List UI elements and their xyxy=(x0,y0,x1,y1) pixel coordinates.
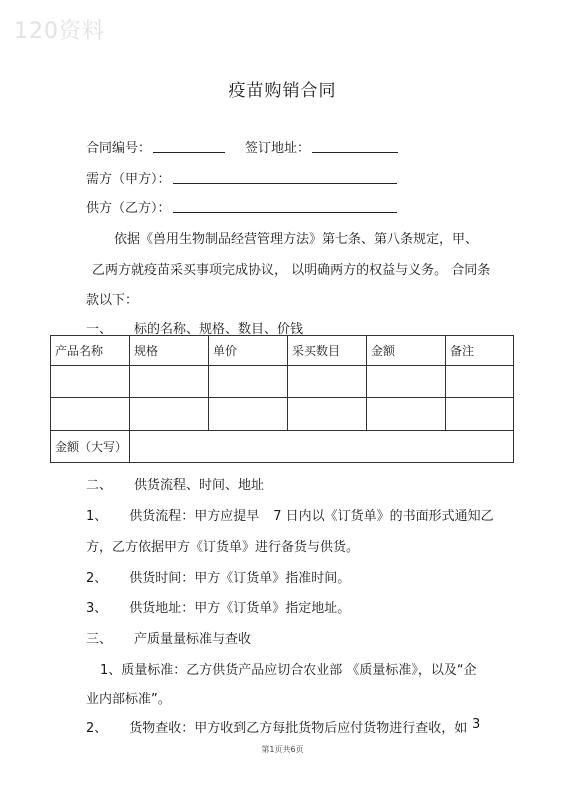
table-cell[interactable] xyxy=(51,365,130,398)
section-3-number: 三、 xyxy=(86,632,113,647)
intro-line-3: 款以下： xyxy=(86,293,139,308)
table-header-row xyxy=(51,336,514,366)
item-days: 7 xyxy=(273,509,282,524)
item-number: 1、 xyxy=(100,663,122,678)
section-3-item-2 xyxy=(86,717,467,736)
item-text: 货物查收：甲方收到乙方每批货物后应付货物进行查收，如 xyxy=(129,721,468,736)
table-row xyxy=(51,365,514,398)
item-text: 供货地址：甲方《订货单》指定地址。 xyxy=(129,601,351,616)
sign-place-label: 签订地址： xyxy=(245,141,311,156)
section-2-heading xyxy=(86,474,264,493)
section-3-heading xyxy=(86,628,251,647)
header-spec: 规格 xyxy=(130,336,209,366)
contract-number-label: 合同编号： xyxy=(86,141,152,156)
header-amount: 金额 xyxy=(367,336,446,366)
amount-uppercase-value[interactable] xyxy=(130,431,514,463)
header-product-name: 产品名称 xyxy=(51,336,130,366)
table-cell[interactable] xyxy=(446,398,514,431)
table-cell[interactable] xyxy=(367,398,446,431)
table-cell[interactable] xyxy=(288,398,367,431)
table-cell[interactable] xyxy=(288,365,367,398)
buyer-field xyxy=(86,168,397,187)
section-3-title: 产质量量标准与查收 xyxy=(134,632,252,647)
sign-place-blank[interactable] xyxy=(312,151,398,153)
watermark-logo: 120资料 xyxy=(14,19,105,44)
contract-number-field xyxy=(86,137,225,156)
sign-place-field xyxy=(245,137,398,156)
section-3-item-1-cont: 业内部标准”。 xyxy=(86,692,171,707)
item-text: 质量标准：乙方供货产品应切合农业部 《质量标准》，以及“企 xyxy=(121,663,477,678)
table-cell[interactable] xyxy=(446,365,514,398)
section-3-item-1 xyxy=(100,659,477,678)
section-2-item-1 xyxy=(86,505,494,524)
seller-label: 供方（乙方）： xyxy=(86,201,171,216)
section-2-item-3 xyxy=(86,597,350,616)
header-remarks: 备注 xyxy=(446,336,514,366)
item-text: 供货流程：甲方应提早 xyxy=(129,509,260,524)
section-2-item-2 xyxy=(86,567,350,586)
table-row xyxy=(51,398,514,431)
header-quantity: 采买数目 xyxy=(288,336,367,366)
intro-line-2: 乙两方就疫苗采买事项完成协议， 以明确两方的权益与义务。 合同条 xyxy=(92,263,491,278)
buyer-blank[interactable] xyxy=(173,182,397,184)
section-2-title: 供货流程、时间、地址 xyxy=(134,478,265,493)
table-cell[interactable] xyxy=(51,398,130,431)
intro-line-1: 依据《兽用生物制品经营管理方法》第七条、第八条规定，甲、 xyxy=(114,232,479,247)
amount-uppercase-row xyxy=(51,431,514,463)
item-number: 2、 xyxy=(86,721,108,736)
document-title: 疫苗购销合同 xyxy=(228,81,337,101)
section-3-item-2-tail: 3 xyxy=(472,717,481,732)
page-footer: 第1页共6页 xyxy=(261,745,304,754)
table-cell[interactable] xyxy=(367,365,446,398)
section-1-title: 标的名称、规格、数目、价钱 xyxy=(134,322,304,337)
table-cell[interactable] xyxy=(130,365,209,398)
seller-blank[interactable] xyxy=(173,211,397,213)
item-text-2: 日内以《订货单》的书面形式通知乙 xyxy=(285,509,494,524)
table-cell[interactable] xyxy=(209,398,288,431)
header-unit-price: 单价 xyxy=(209,336,288,366)
section-2-number: 二、 xyxy=(86,478,113,493)
table-cell[interactable] xyxy=(209,365,288,398)
item-number: 2、 xyxy=(86,571,108,586)
contract-number-blank[interactable] xyxy=(153,151,225,153)
seller-field xyxy=(86,197,397,216)
item-number: 1、 xyxy=(86,509,108,524)
item-number: 3、 xyxy=(86,601,108,616)
table-cell[interactable] xyxy=(130,398,209,431)
buyer-label: 需方（甲方）： xyxy=(86,172,171,187)
amount-uppercase-label: 金额（大写） xyxy=(51,431,130,463)
item-text: 供货时间：甲方《订货单》指准时间。 xyxy=(129,571,351,586)
section-2-item-1-cont: 方，乙方依据甲方《订货单》进行备货与供货。 xyxy=(86,540,360,555)
section-1-number: 一、 xyxy=(86,322,113,337)
items-table xyxy=(50,335,514,463)
